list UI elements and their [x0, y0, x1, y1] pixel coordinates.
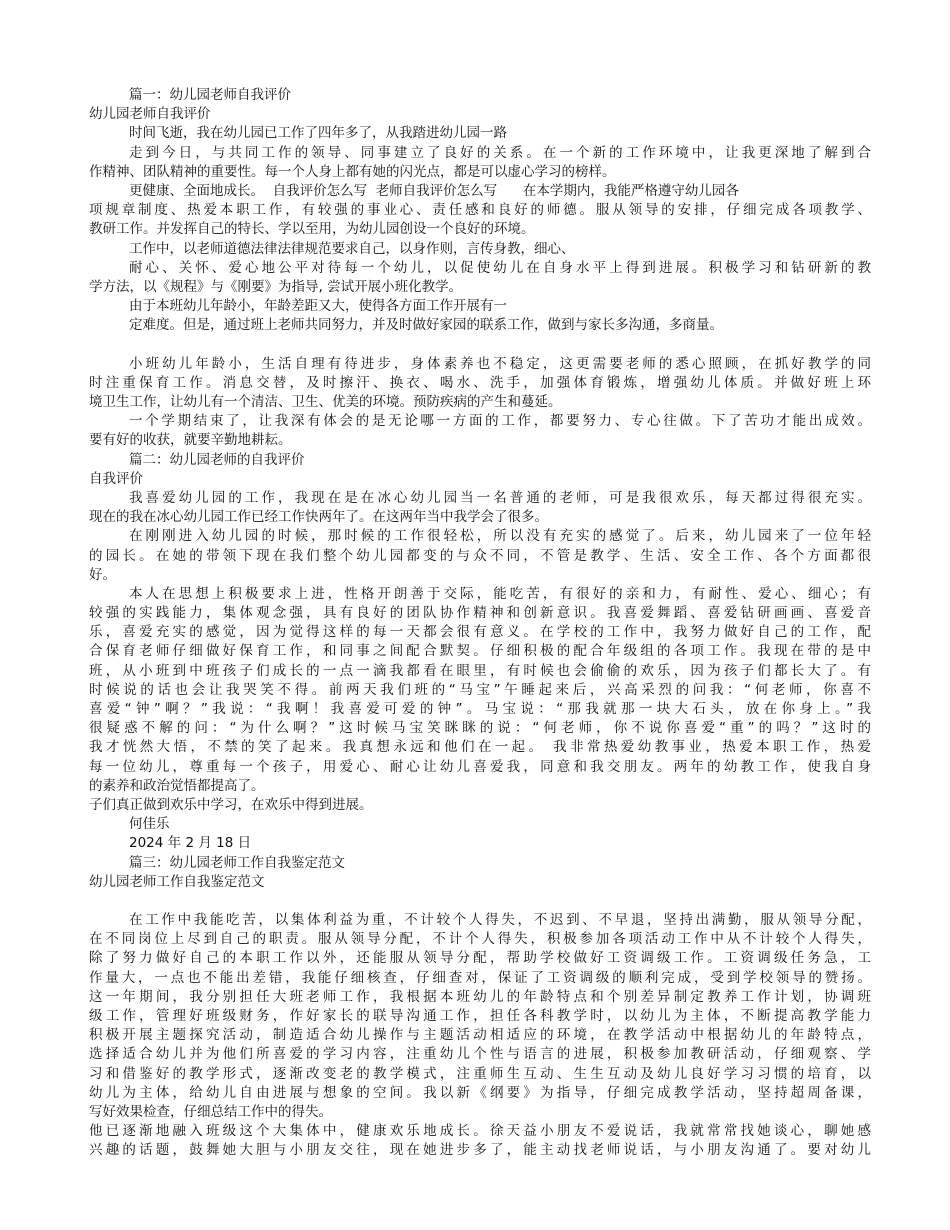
section-heading-2: 篇二：幼儿园老师的自我评价 [129, 451, 305, 468]
paragraph-line: 乐，喜爱充实的感觉，因为觉得这样的每一天都会很有意义。在学校的工作中，我努力做好自己的工作，配 [89, 624, 871, 641]
paragraph-line: 工作中，以老师道德法律法律规范要求自己，以身作则，言传身教，细心、 [129, 240, 575, 257]
paragraph-line: 兴趣的话题，鼓舞她大胆与小朋友交往，现在她进步多了，能主动找老师说话，与小朋友沟通了。要对幼儿 [89, 1142, 871, 1159]
paragraph-line: 好。 [89, 566, 116, 583]
paragraph-line: 小班幼儿年龄小，生活自理有待进步，身体素养也不稳定，这更需要老师的悉心照顾，在抓好教学的同 [129, 355, 871, 372]
paragraph-line: 学方法，以《规程》与《刚要》为指导, 尝试开展小班化教学。 [89, 278, 463, 295]
paragraph-line: 他已逐渐地融入班级这个大集体中，健康欢乐地成长。徐天益小朋友不爱说话，我就常常找她谈心，聊她感 [89, 1123, 871, 1140]
subtitle-3: 幼儿园老师工作自我鉴定范文 [89, 873, 265, 890]
paragraph-line: 在刚刚进入幼儿园的时候，那时候的工作很轻松，所以没有充实的感觉了。后来，幼儿园来了一位年轻 [129, 528, 871, 545]
paragraph-line: 我喜爱幼儿园的工作，我现在是在冰心幼儿园当一名普通的老师，可是我很欢乐，每天都过得很充实。 [129, 489, 871, 506]
paragraph-line: 积极开展主题探究活动，制造适合幼儿操作与主题活动相适应的环境，在教学活动中根据幼儿的年龄特点， [89, 1027, 871, 1044]
paragraph-line: 由于本班幼儿年龄小，年龄差距又大，使得各方面工作开展有一 [129, 298, 507, 315]
section-heading-3: 篇三：幼儿园老师工作自我鉴定范文 [129, 854, 345, 871]
paragraph-line: 班，从小班到中班孩子们成长的一点一滴我都看在眼里，有时候也会偷偷的欢乐，因为孩子们都长大了。有 [89, 662, 871, 679]
paragraph-line: 幼儿为主体，给幼儿自由进展与想象的空间。我以新《纲要》为指导，仔细完成教学活动，坚持超周备课， [89, 1084, 871, 1101]
subtitle-2: 自我评价 [89, 470, 143, 487]
paragraph-line: 很疑惑不解的问：“为什么啊？”这时候马宝笑眯眯的说：“何老师，你不说你喜爱“重”的吗？”这时的 [89, 720, 871, 737]
paragraph-line: 作精神、团队精神的重要性。每一个人身上都有她的闪光点，都是可以虚心学习的榜样。 [89, 163, 616, 180]
signature-date: 2024 年 2 月 18 日 [129, 835, 252, 852]
paragraph-line: 除了努力做好自己的本职工作以外，还能服从领导分配，帮助学校做好工资调级工作。工资调级任务急，工 [89, 950, 871, 967]
paragraph-line: 合保育老师仔细做好保育工作，和同事之间配合默契。仔细积极的配合年级组的各项工作。我现在带的是中 [89, 643, 871, 660]
paragraph-line: 的素养和政治觉悟都提高了。 [89, 777, 265, 794]
paragraph-line: 现在的我在冰心幼儿园工作已经工作快两年了。在这两年当中我学会了很多。 [89, 509, 548, 526]
paragraph-line: 时注重保育工作。消息交替，及时擦汗、换衣、喝水、洗手，加强体育锻炼，增强幼儿体质。并做好班上环 [89, 374, 871, 391]
signature-name: 何佳乐 [129, 816, 170, 833]
blank-line [89, 892, 871, 911]
paragraph-line: 更健康、全面地成长。 自我评价怎么写 老师自我评价怎么写 在本学期内，我能严格遵守幼儿园各 [129, 182, 739, 199]
paragraph-line: 境卫生工作，让幼儿有一个清洁、卫生、优美的环境。预防疾病的产生和蔓延。 [89, 394, 562, 410]
paragraph-line: 时候说的话也会让我哭笑不得。前两天我们班的“马宝”午睡起来后，兴高采烈的问我：“何老师，你喜不 [89, 681, 871, 698]
blank-line [89, 335, 871, 354]
paragraph-line: 子们真正做到欢乐中学习，在欢乐中得到进展。 [89, 796, 373, 813]
paragraph-line: 项规章制度、热爱本职工作，有较强的事业心、责任感和良好的师德。服从领导的安排，仔细完成各项教学、 [89, 202, 871, 219]
paragraph-line: 定难度。但是，通过班上老师共同努力，并及时做好家园的联系工作，做到与家长多沟通，多商量。 [129, 317, 723, 334]
section-heading-1: 篇一：幼儿园老师自我评价 [129, 87, 291, 103]
paragraph-line: 级工作，管理好班级财务，作好家长的联导沟通工作，担任各科教学时，以幼儿为主体，不断提高教学能力 [89, 1008, 871, 1024]
paragraph-line: 本人在思想上积极要求上进，性格开朗善于交际，能吃苦，有很好的亲和力，有耐性、爱心、细心；有 [129, 585, 871, 602]
paragraph-line: 选择适合幼儿并为他们所喜爱的学习内容，注重幼儿个性与语言的进展，积极参加教研活动，仔细观察、学 [89, 1046, 871, 1063]
paragraph-line: 习和借鉴好的教学形式，逐渐改变老的教学模式，注重师生互动、生生互动及幼儿良好学习习惯的培育，以 [89, 1065, 871, 1082]
paragraph-line: 这一年期间，我分别担任大班老师工作，我根据本班幼儿的年龄特点和个别差异制定教养工作计划，协调班 [89, 988, 871, 1005]
paragraph-line: 教研工作。并发挥自己的特长、学以至用，为幼儿园创设一个良好的环境。 [89, 221, 535, 238]
paragraph-line: 在工作中我能吃苦，以集体利益为重，不计较个人得失，不迟到、不早退，坚持出满勤，服从领导分配， [129, 912, 871, 929]
paragraph-line: 的园长。在她的带领下现在我们整个幼儿园都变的与众不同，不管是教学、生活、安全工作、各个方面都很 [89, 547, 871, 564]
paragraph-line: 写好效果检查，仔细总结工作中的得失。 [89, 1103, 332, 1120]
paragraph-line: 较强的实践能力，集体观念强，具有良好的团队协作精神和创新意识。我喜爱舞蹈、喜爱钻研画画、喜爱音 [89, 605, 871, 622]
paragraph-line: 一个学期结束了，让我深有体会的是无论哪一方面的工作，都要努力、专心往做。下了苦功才能出成效。 [129, 413, 871, 430]
paragraph-line: 走到今日，与共同工作的领导、同事建立了良好的关系。在一个新的工作环境中，让我更深地了解到合 [129, 144, 871, 161]
document-page [89, 86, 871, 1161]
paragraph-line: 作量大，一点也不能出差错，我能仔细核查，仔细查对，保证了工资调级的顺利完成，受到学校领导的赞扬。 [89, 969, 871, 986]
paragraph-line: 耐心、关怀、爱心地公平对待每一个幼儿，以促使幼儿在自身水平上得到进展。积极学习和钻研新的教 [129, 259, 871, 276]
paragraph-line: 喜爱“钟”啊？”我说：“我啊！我喜爱可爱的钟”。马宝说：“那我就那一块大石头，放在你身上。”我 [89, 701, 871, 717]
paragraph-line: 在不同岗位上尽到自己的职责。服从领导分配，不计个人得失，积极参加各项活动工作中从不计较个人得失， [89, 931, 871, 948]
paragraph-line: 时间飞逝，我在幼儿园已工作了四年多了，从我踏进幼儿园一路 [129, 125, 507, 142]
paragraph-line: 我才恍然大悟，不禁的笑了起来。我真想永远和他们在一起。 我非常热爱幼教事业，热爱本职工作，热爱 [89, 739, 871, 756]
paragraph-line: 要有好的收获，就要辛勤地耕耘。 [89, 432, 292, 449]
paragraph-line: 每一位幼儿，尊重每一个孩子，用爱心、耐心让幼儿喜爱我，同意和我交朋友。两年的幼教工作，使我自身 [89, 758, 871, 775]
subtitle-1: 幼儿园老师自我评价 [89, 106, 211, 123]
